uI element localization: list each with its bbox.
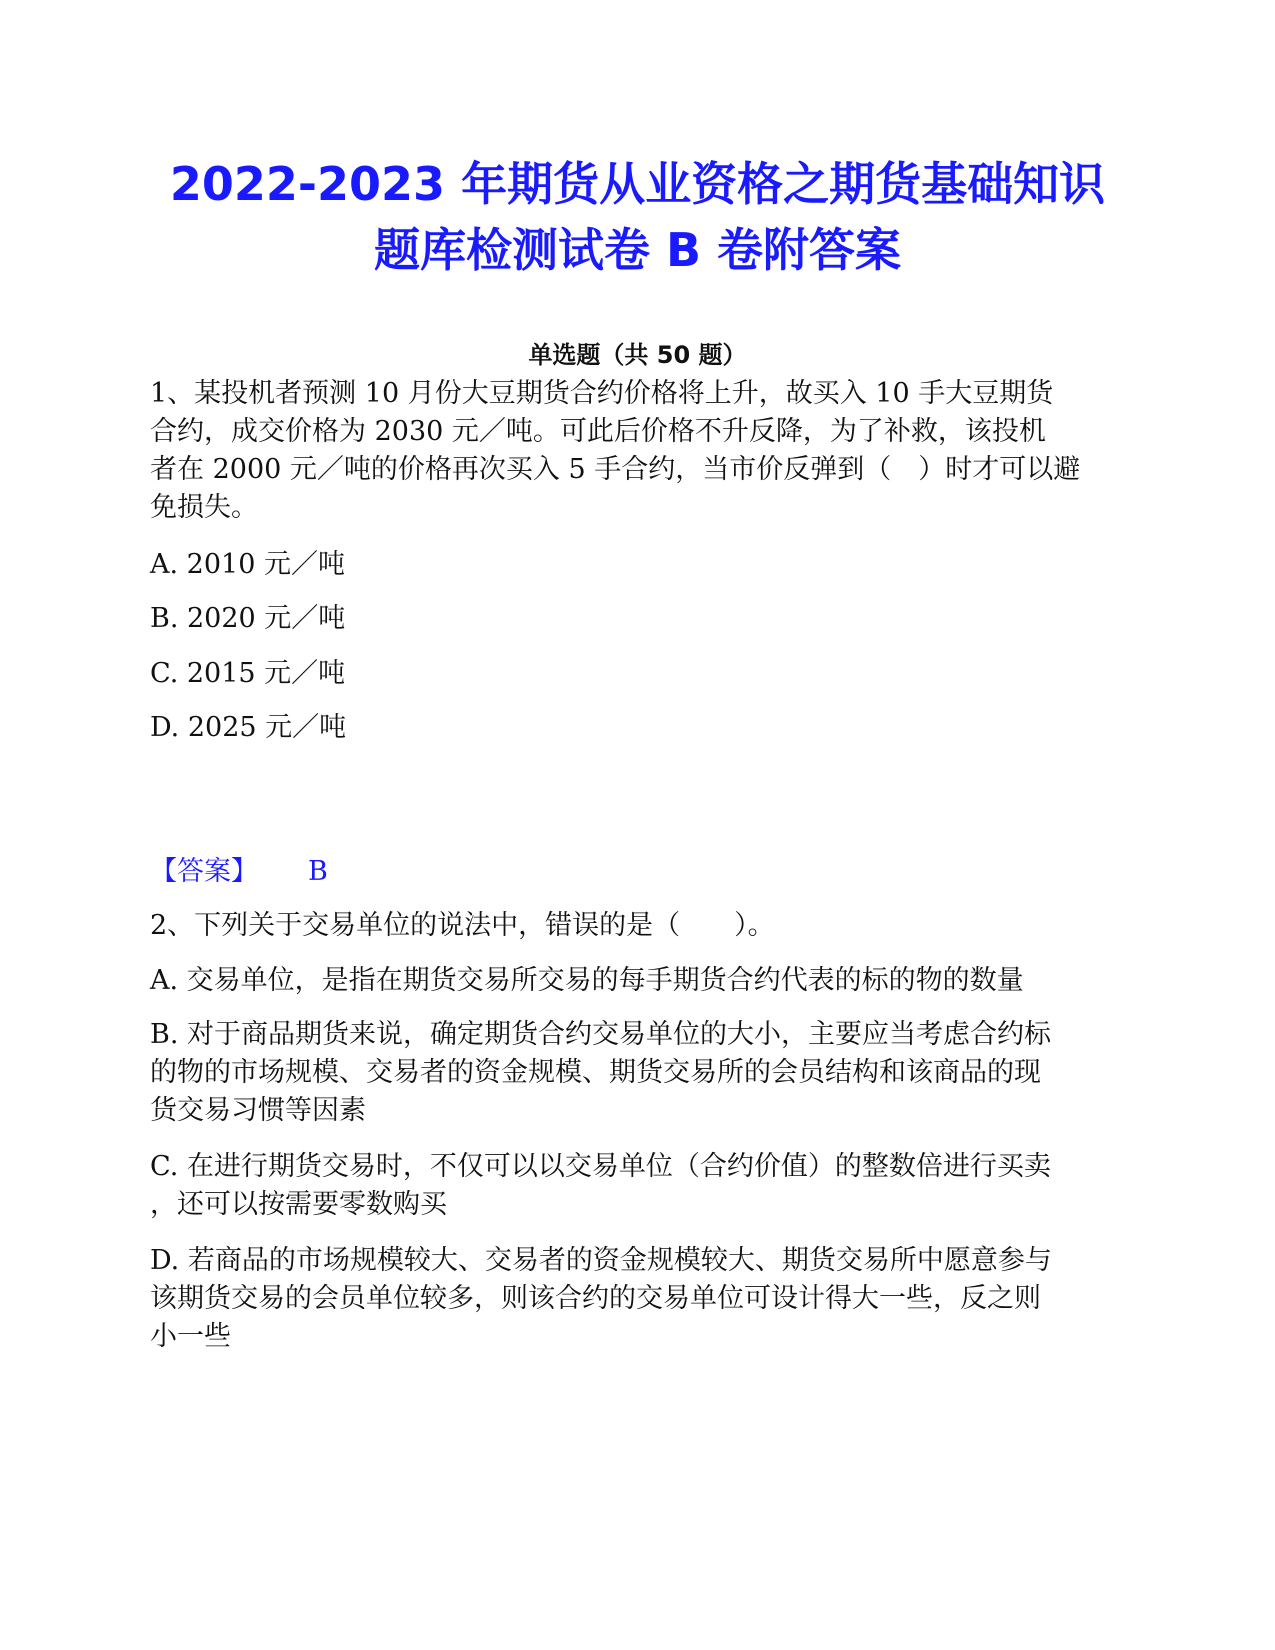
question-2-option-b-line: 货交易习惯等因素 bbox=[150, 1095, 366, 1126]
question-2-option-c-line: ，还可以按需要零数购买 bbox=[150, 1189, 447, 1220]
question-2-option-b-line: B. 对于商品期货来说，确定期货合约交易单位的大小，主要应当考虑合约标 bbox=[150, 1019, 1052, 1050]
question-2-option-c-line: C. 在进行期货交易时，不仅可以以交易单位（合约价值）的整数倍进行买卖 bbox=[150, 1151, 1051, 1182]
question-1-option-d: D. 2025 元／吨 bbox=[150, 712, 347, 743]
question-1-stem-line: 合约，成交价格为 2030 元／吨。可此后价格不升反降，为了补救，该投机 bbox=[150, 416, 1046, 447]
question-2-option-d-line: 该期货交易的会员单位较多，则该合约的交易单位可设计得大一些，反之则 bbox=[150, 1283, 1041, 1314]
question-1-stem-line: 免损失。 bbox=[150, 492, 258, 523]
question-2-option-d-line: D. 若商品的市场规模较大、交易者的资金规模较大、期货交易所中愿意参与 bbox=[150, 1245, 1052, 1276]
question-1-option-b: B. 2020 元／吨 bbox=[150, 603, 346, 634]
question-1-option-c: C. 2015 元／吨 bbox=[150, 658, 346, 689]
question-1-stem-line: 1、某投机者预测 10 月份大豆期货合约价格将上升，故买入 10 手大豆期货 bbox=[150, 378, 1054, 409]
document-title-line-1: 2022-2023 年期货从业资格之期货基础知识 bbox=[169, 157, 1106, 211]
question-1-stem-line: 者在 2000 元／吨的价格再次买入 5 手合约，当市价反弹到（ ）时才可以避 bbox=[150, 454, 1081, 485]
question-1-option-a: A. 2010 元／吨 bbox=[150, 549, 345, 580]
question-2-option-d-line: 小一些 bbox=[150, 1321, 231, 1352]
question-1-answer bbox=[150, 853, 328, 891]
question-2-option-b-line: 的物的市场规模、交易者的资金规模、期货交易所的会员结构和该商品的现 bbox=[150, 1057, 1041, 1088]
answer-label: 【答案】 bbox=[150, 856, 258, 887]
question-2-stem-line: 2、下列关于交易单位的说法中，错误的是（ ）。 bbox=[150, 910, 775, 941]
document-title-line-2: 题库检测试卷 B 卷附答案 bbox=[373, 223, 902, 277]
question-2-option-a: A. 交易单位，是指在期货交易所交易的每手期货合约代表的标的物的数量 bbox=[150, 965, 1024, 996]
section-heading: 单选题（共 50 题） bbox=[528, 341, 747, 369]
answer-value: B bbox=[308, 856, 328, 887]
